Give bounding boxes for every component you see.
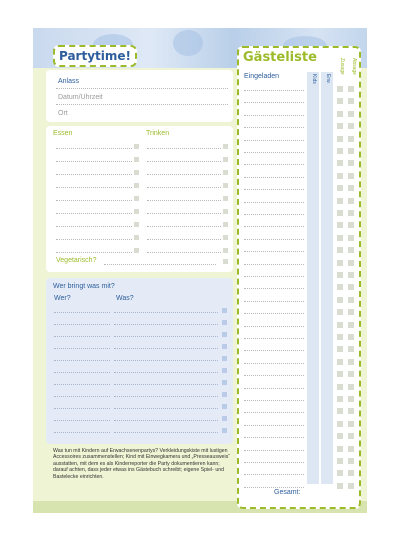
guest-no-checkbox[interactable]: [348, 222, 354, 228]
guest-no-checkbox[interactable]: [348, 309, 354, 315]
guest-no-checkbox[interactable]: [348, 148, 354, 154]
guest-yes-checkbox[interactable]: [337, 136, 343, 142]
guest-yes-checkbox[interactable]: [337, 185, 343, 191]
bring-checkbox[interactable]: [222, 320, 227, 325]
what-entry-line[interactable]: [114, 384, 218, 385]
occasion-label: Anlass: [58, 78, 80, 85]
guest-yes-checkbox[interactable]: [337, 160, 343, 166]
drink-checkbox[interactable]: [223, 196, 228, 201]
guest-name-line[interactable]: [244, 140, 304, 141]
guest-name-line[interactable]: [244, 313, 304, 314]
guest-no-checkbox[interactable]: [348, 123, 354, 129]
bring-checkbox[interactable]: [222, 380, 227, 385]
vegetarian-checkbox[interactable]: [223, 259, 228, 264]
guest-yes-checkbox[interactable]: [337, 173, 343, 179]
drink-entry-line[interactable]: [147, 252, 221, 253]
what-entry-line[interactable]: [114, 348, 218, 349]
adults-column: [321, 72, 333, 484]
food-checkbox[interactable]: [134, 196, 139, 201]
guest-yes-checkbox[interactable]: [337, 371, 343, 377]
guest-no-checkbox[interactable]: [348, 272, 354, 278]
drink-checkbox[interactable]: [223, 183, 228, 188]
guest-yes-checkbox[interactable]: [337, 346, 343, 352]
guest-no-checkbox[interactable]: [348, 185, 354, 191]
guest-yes-checkbox[interactable]: [337, 446, 343, 452]
guest-name-line[interactable]: [244, 239, 304, 240]
drink-checkbox[interactable]: [223, 248, 228, 253]
guest-name-line[interactable]: [244, 474, 304, 475]
who-entry-line[interactable]: [54, 360, 110, 361]
guest-no-checkbox[interactable]: [348, 136, 354, 142]
bring-checkbox[interactable]: [222, 344, 227, 349]
guest-yes-checkbox[interactable]: [337, 260, 343, 266]
no-column-label: Absage: [351, 58, 357, 75]
drink-checkbox[interactable]: [223, 235, 228, 240]
what-entry-line[interactable]: [114, 360, 218, 361]
guest-yes-checkbox[interactable]: [337, 272, 343, 278]
guest-no-checkbox[interactable]: [348, 247, 354, 253]
guest-list-title: Gästeliste: [243, 50, 317, 65]
guest-no-checkbox[interactable]: [348, 98, 354, 104]
guest-no-checkbox[interactable]: [348, 322, 354, 328]
food-entry-line[interactable]: [56, 174, 132, 175]
guest-no-checkbox[interactable]: [348, 371, 354, 377]
drink-entry-line[interactable]: [147, 148, 221, 149]
guest-yes-checkbox[interactable]: [337, 421, 343, 427]
food-label: Essen: [53, 130, 73, 137]
food-entry-line[interactable]: [56, 213, 132, 214]
party-title-badge: [53, 45, 137, 67]
what-entry-line[interactable]: [114, 336, 218, 337]
occasion-field[interactable]: [56, 88, 228, 89]
bring-checkbox[interactable]: [222, 368, 227, 373]
guest-name-line[interactable]: [244, 251, 304, 252]
food-entry-line[interactable]: [56, 187, 132, 188]
what-entry-line[interactable]: [114, 396, 218, 397]
food-checkbox[interactable]: [134, 144, 139, 149]
guest-yes-checkbox[interactable]: [337, 123, 343, 129]
who-entry-line[interactable]: [54, 396, 110, 397]
food-entry-line[interactable]: [56, 252, 132, 253]
guest-no-checkbox[interactable]: [348, 346, 354, 352]
guest-name-line[interactable]: [244, 226, 304, 227]
drink-checkbox[interactable]: [223, 170, 228, 175]
guest-name-line[interactable]: [244, 276, 304, 277]
guest-name-line[interactable]: [244, 90, 304, 91]
guest-yes-checkbox[interactable]: [337, 322, 343, 328]
guest-name-line[interactable]: [244, 363, 304, 364]
drink-entry-line[interactable]: [147, 200, 221, 201]
adults-column-label: Erw.: [325, 74, 331, 84]
who-entry-line[interactable]: [54, 420, 110, 421]
what-entry-line[interactable]: [114, 324, 218, 325]
food-entry-line[interactable]: [56, 161, 132, 162]
food-entry-line[interactable]: [56, 239, 132, 240]
food-checkbox[interactable]: [134, 157, 139, 162]
guest-yes-checkbox[interactable]: [337, 334, 343, 340]
drink-entry-line[interactable]: [147, 174, 221, 175]
guest-name-line[interactable]: [244, 400, 304, 401]
guest-name-line[interactable]: [244, 152, 304, 153]
guest-yes-checkbox[interactable]: [337, 483, 343, 489]
drink-checkbox[interactable]: [223, 144, 228, 149]
guest-no-checkbox[interactable]: [348, 210, 354, 216]
guest-yes-checkbox[interactable]: [337, 408, 343, 414]
drink-entry-line[interactable]: [147, 161, 221, 162]
food-checkbox[interactable]: [134, 235, 139, 240]
drink-entry-line[interactable]: [147, 187, 221, 188]
guest-no-checkbox[interactable]: [348, 396, 354, 402]
guest-name-line[interactable]: [244, 375, 304, 376]
food-entry-line[interactable]: [56, 226, 132, 227]
guest-no-checkbox[interactable]: [348, 235, 354, 241]
guest-yes-checkbox[interactable]: [337, 98, 343, 104]
guest-name-line[interactable]: [244, 350, 304, 351]
guest-name-line[interactable]: [244, 450, 304, 451]
guest-name-line[interactable]: [244, 127, 304, 128]
who-entry-line[interactable]: [54, 324, 110, 325]
who-brings-what-panel: [46, 278, 233, 444]
guest-yes-checkbox[interactable]: [337, 384, 343, 390]
location-label: Ort: [58, 110, 68, 117]
guest-name-line[interactable]: [244, 214, 304, 215]
guest-no-checkbox[interactable]: [348, 334, 354, 340]
balloon-shape: [173, 30, 203, 56]
guest-name-line[interactable]: [244, 425, 304, 426]
guest-yes-checkbox[interactable]: [337, 359, 343, 365]
food-checkbox[interactable]: [134, 222, 139, 227]
who-entry-line[interactable]: [54, 372, 110, 373]
bring-checkbox[interactable]: [222, 428, 227, 433]
bring-checkbox[interactable]: [222, 404, 227, 409]
guest-yes-checkbox[interactable]: [337, 111, 343, 117]
guest-yes-checkbox[interactable]: [337, 470, 343, 476]
who-entry-line[interactable]: [54, 348, 110, 349]
total-label: Gesamt:: [274, 489, 301, 496]
guest-yes-checkbox[interactable]: [337, 148, 343, 154]
guest-no-checkbox[interactable]: [348, 421, 354, 427]
drink-entry-line[interactable]: [147, 239, 221, 240]
guest-name-line[interactable]: [244, 288, 304, 289]
guest-no-checkbox[interactable]: [348, 458, 354, 464]
drink-checkbox[interactable]: [223, 209, 228, 214]
guest-no-checkbox[interactable]: [348, 111, 354, 117]
drink-entry-line[interactable]: [147, 213, 221, 214]
drinks-label: Trinken: [146, 130, 170, 137]
guest-no-checkbox[interactable]: [348, 198, 354, 204]
guest-no-checkbox[interactable]: [348, 284, 354, 290]
guest-no-checkbox[interactable]: [348, 86, 354, 92]
guest-name-line[interactable]: [244, 437, 304, 438]
vegetarian-entry-line[interactable]: [104, 264, 216, 265]
party-planner-sheet: [33, 28, 367, 513]
guest-no-checkbox[interactable]: [348, 359, 354, 365]
bring-checkbox[interactable]: [222, 308, 227, 313]
guest-yes-checkbox[interactable]: [337, 458, 343, 464]
tips-footnote: Was tun mit Kindern auf Erwachsenenpartys? Verkleidungskiste mit lustigen Accessoires zusammenstellen; Kind mit Einwegkamera und „Presseausweis“ ausstatten, mit dem es als Kinderreporter die Party dokumentieren kann; darauf achten, dass jeder etwas ins Gästebuch schreibt; eigene Spiel- und Bastelecke einrichten.: [53, 448, 231, 480]
who-brings-what-title: Wer bringt was mit?: [53, 283, 115, 290]
guest-name-line[interactable]: [244, 326, 304, 327]
date-time-field[interactable]: [56, 104, 228, 105]
guest-name-line[interactable]: [244, 487, 304, 488]
guest-no-checkbox[interactable]: [348, 446, 354, 452]
what-entry-line[interactable]: [114, 408, 218, 409]
guest-name-line[interactable]: [244, 177, 304, 178]
party-title: Partytime!: [58, 49, 131, 63]
who-label: Wer?: [54, 295, 71, 302]
food-checkbox[interactable]: [134, 183, 139, 188]
guest-yes-checkbox[interactable]: [337, 433, 343, 439]
kids-column-label: Kids: [311, 74, 317, 84]
who-entry-line[interactable]: [54, 336, 110, 337]
who-entry-line[interactable]: [54, 408, 110, 409]
guest-no-checkbox[interactable]: [348, 160, 354, 166]
guest-name-line[interactable]: [244, 189, 304, 190]
guest-yes-checkbox[interactable]: [337, 396, 343, 402]
guest-no-checkbox[interactable]: [348, 173, 354, 179]
guest-no-checkbox[interactable]: [348, 260, 354, 266]
what-entry-line[interactable]: [114, 372, 218, 373]
guest-no-checkbox[interactable]: [348, 297, 354, 303]
guest-yes-checkbox[interactable]: [337, 297, 343, 303]
kids-column: [307, 72, 319, 484]
guest-yes-checkbox[interactable]: [337, 247, 343, 253]
guest-yes-checkbox[interactable]: [337, 210, 343, 216]
guest-name-line[interactable]: [244, 164, 304, 165]
guest-name-line[interactable]: [244, 388, 304, 389]
bring-checkbox[interactable]: [222, 416, 227, 421]
guest-name-line[interactable]: [244, 115, 304, 116]
guest-no-checkbox[interactable]: [348, 408, 354, 414]
guest-no-checkbox[interactable]: [348, 433, 354, 439]
what-entry-line[interactable]: [114, 420, 218, 421]
guest-list-panel: [237, 46, 361, 509]
guest-yes-checkbox[interactable]: [337, 284, 343, 290]
food-entry-line[interactable]: [56, 148, 132, 149]
guest-no-checkbox[interactable]: [348, 483, 354, 489]
guest-yes-checkbox[interactable]: [337, 86, 343, 92]
guest-yes-checkbox[interactable]: [337, 235, 343, 241]
guest-no-checkbox[interactable]: [348, 470, 354, 476]
yes-column-label: Zusage: [339, 58, 345, 75]
bring-checkbox[interactable]: [222, 332, 227, 337]
drink-checkbox[interactable]: [223, 157, 228, 162]
food-entry-line[interactable]: [56, 200, 132, 201]
guest-name-line[interactable]: [244, 301, 304, 302]
invited-label: Eingeladen: [244, 73, 280, 80]
food-checkbox[interactable]: [134, 248, 139, 253]
what-entry-line[interactable]: [114, 432, 218, 433]
event-info-panel: [46, 70, 233, 122]
guest-name-line[interactable]: [244, 462, 304, 463]
food-checkbox[interactable]: [134, 209, 139, 214]
food-drinks-panel: [46, 126, 233, 272]
bring-checkbox[interactable]: [222, 356, 227, 361]
vegetarian-label: Vegetarisch?: [56, 257, 97, 264]
drink-checkbox[interactable]: [223, 222, 228, 227]
what-entry-line[interactable]: [114, 312, 218, 313]
food-checkbox[interactable]: [134, 170, 139, 175]
guest-name-line[interactable]: [244, 338, 304, 339]
guest-yes-checkbox[interactable]: [337, 222, 343, 228]
guest-no-checkbox[interactable]: [348, 384, 354, 390]
guest-name-line[interactable]: [244, 412, 304, 413]
guest-name-line[interactable]: [244, 264, 304, 265]
who-entry-line[interactable]: [54, 432, 110, 433]
drink-entry-line[interactable]: [147, 226, 221, 227]
guest-yes-checkbox[interactable]: [337, 309, 343, 315]
what-label: Was?: [116, 295, 134, 302]
who-entry-line[interactable]: [54, 384, 110, 385]
who-entry-line[interactable]: [54, 312, 110, 313]
guest-yes-checkbox[interactable]: [337, 198, 343, 204]
guest-name-line[interactable]: [244, 102, 304, 103]
bring-checkbox[interactable]: [222, 392, 227, 397]
guest-name-line[interactable]: [244, 202, 304, 203]
date-time-label: Datum/Uhrzeit: [58, 94, 103, 101]
